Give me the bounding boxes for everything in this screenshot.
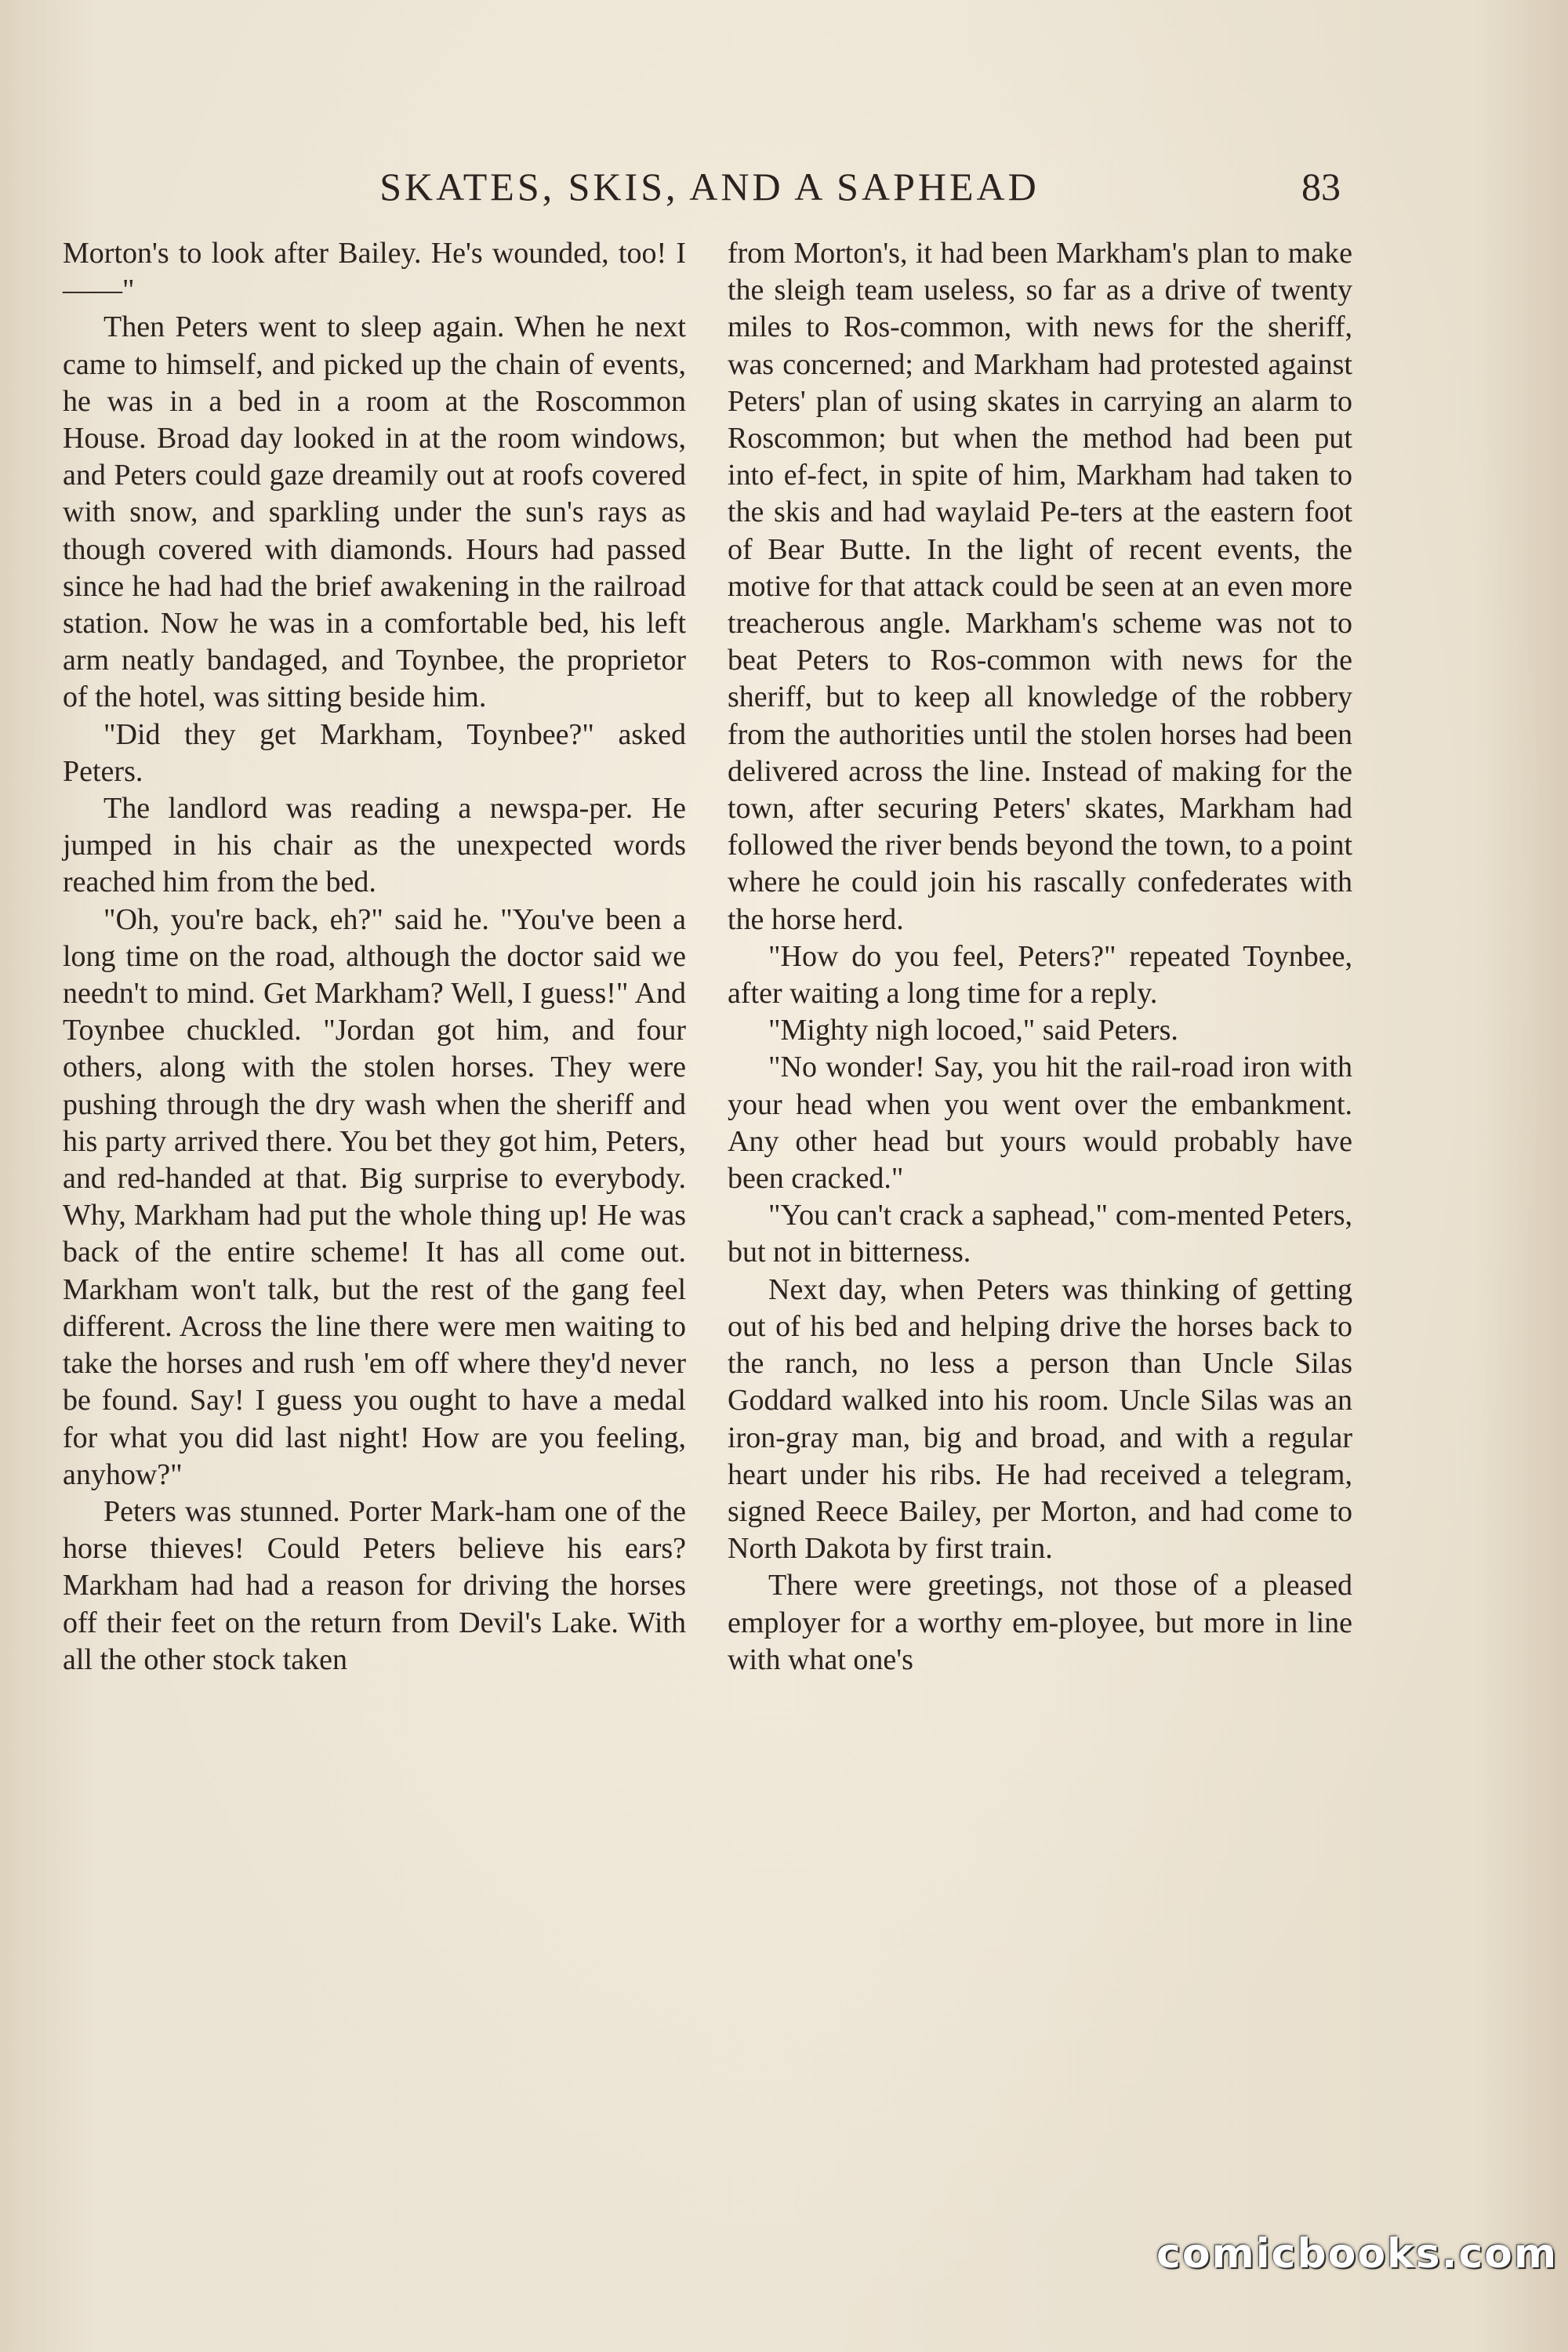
paragraph: "You can't crack a saphead," com-mented Peters, but not in bitterness.: [728, 1199, 1352, 1269]
page-header: [0, 163, 1568, 210]
paragraph: Morton's to look after Bailey. He's wounded, too! I——": [63, 237, 686, 307]
paragraph: from Morton's, it had been Markham's plan to make the sleigh team useless, so far as a drive of twenty miles to Ros-common, with news for the sheriff, was concerned; and Markham had protested against Peters' plan of using skates in carrying an alarm to Roscommon; but when the method had been put into ef-fect, in spite of him, Markham had taken to the skis and had waylaid Pe-ters at the eastern foot of Bear Butte. In the light of recent events, the motive for that attack could be seen at an even more treacherous angle. Markham's scheme was not to beat Peters to Ros-common with news for the sheriff, but to keep all knowledge of the robbery from the authorities until the stolen horses had been delivered across the line. Instead of making for the town, after securing Peters' skates, Markham had followed the river bends beyond the town, to a point where he could join his rascally confederates with the horse herd.: [728, 237, 1352, 936]
paragraph: Next day, when Peters was thinking of getting out of his bed and helping drive the horses back to the ranch, no less a person than Uncle Silas Goddard walked into his room. Uncle Silas was an iron-gray man, big and broad, and with a regular heart under his ribs. He had received a telegram, signed Reece Bailey, per Morton, and had come to North Dakota by first train.: [728, 1272, 1352, 1566]
paragraph: Peters was stunned. Porter Mark-ham one of the horse thieves! Could Peters believe his ears? Markham had had a reason for driving the horses off their feet on the return from Devil's Lake. With all the other stock taken: [63, 1494, 686, 1676]
paragraph: "Mighty nigh locoed," said Peters.: [768, 1014, 1178, 1047]
running-title: SKATES, SKIS, AND A SAPHEAD: [379, 165, 1040, 209]
page-number: 83: [1301, 165, 1341, 209]
paragraph: "Oh, you're back, eh?" said he. "You've been a long time on the road, although the doctor said we needn't to mind. Get Markham? Well, I guess!" And Toynbee chuckled. "Jordan got him, and four others, along with the stolen horses. They were pushing through the dry wash when the sheriff and his party arrived there. You bet they got him, Peters, and red-handed at that. Big surprise to everybody. Why, Markham had put the whole thing up! He was back of the entire scheme! It has all come out. Markham won't talk, but the rest of the gang feel different. Across the line there were men waiting to take the horses and rush 'em off where they'd never be found. Say! I guess you ought to have a medal for what you did last night! How are you feeling, anyhow?": [63, 902, 686, 1491]
paragraph: Then Peters went to sleep again. When he next came to himself, and picked up the chain of events, he was in a bed in a room at the Roscommon House. Broad day looked in at the room windows, and Peters could gaze dreamily out at roofs covered with snow, and sparkling under the sun's rays as though covered with diamonds. Hours had passed since he had had the brief awakening in the railroad station. Now he was in a comfortable bed, his left arm neatly bandaged, and Toynbee, the proprietor of the hotel, was sitting beside him.: [63, 310, 686, 714]
paragraph: "Did they get Markham, Toynbee?" asked Peters.: [63, 717, 686, 788]
left-column: [63, 235, 686, 1679]
paragraph: "No wonder! Say, you hit the rail-road iron with your head when you went over the embankment. Any other head but yours would probably have been cracked.": [728, 1051, 1352, 1196]
right-column: [728, 235, 1352, 1679]
watermark-logo: comicbooks.com: [1156, 2230, 1559, 2278]
paragraph: The landlord was reading a newspa-per. He jumped in his chair as the unexpected words reached him from the bed.: [63, 792, 686, 899]
paragraph: There were greetings, not those of a pleased employer for a worthy em-ployee, but more in line with what one's: [728, 1569, 1352, 1676]
paragraph: "How do you feel, Peters?" repeated Toynbee, after waiting a long time for a reply.: [728, 939, 1352, 1011]
